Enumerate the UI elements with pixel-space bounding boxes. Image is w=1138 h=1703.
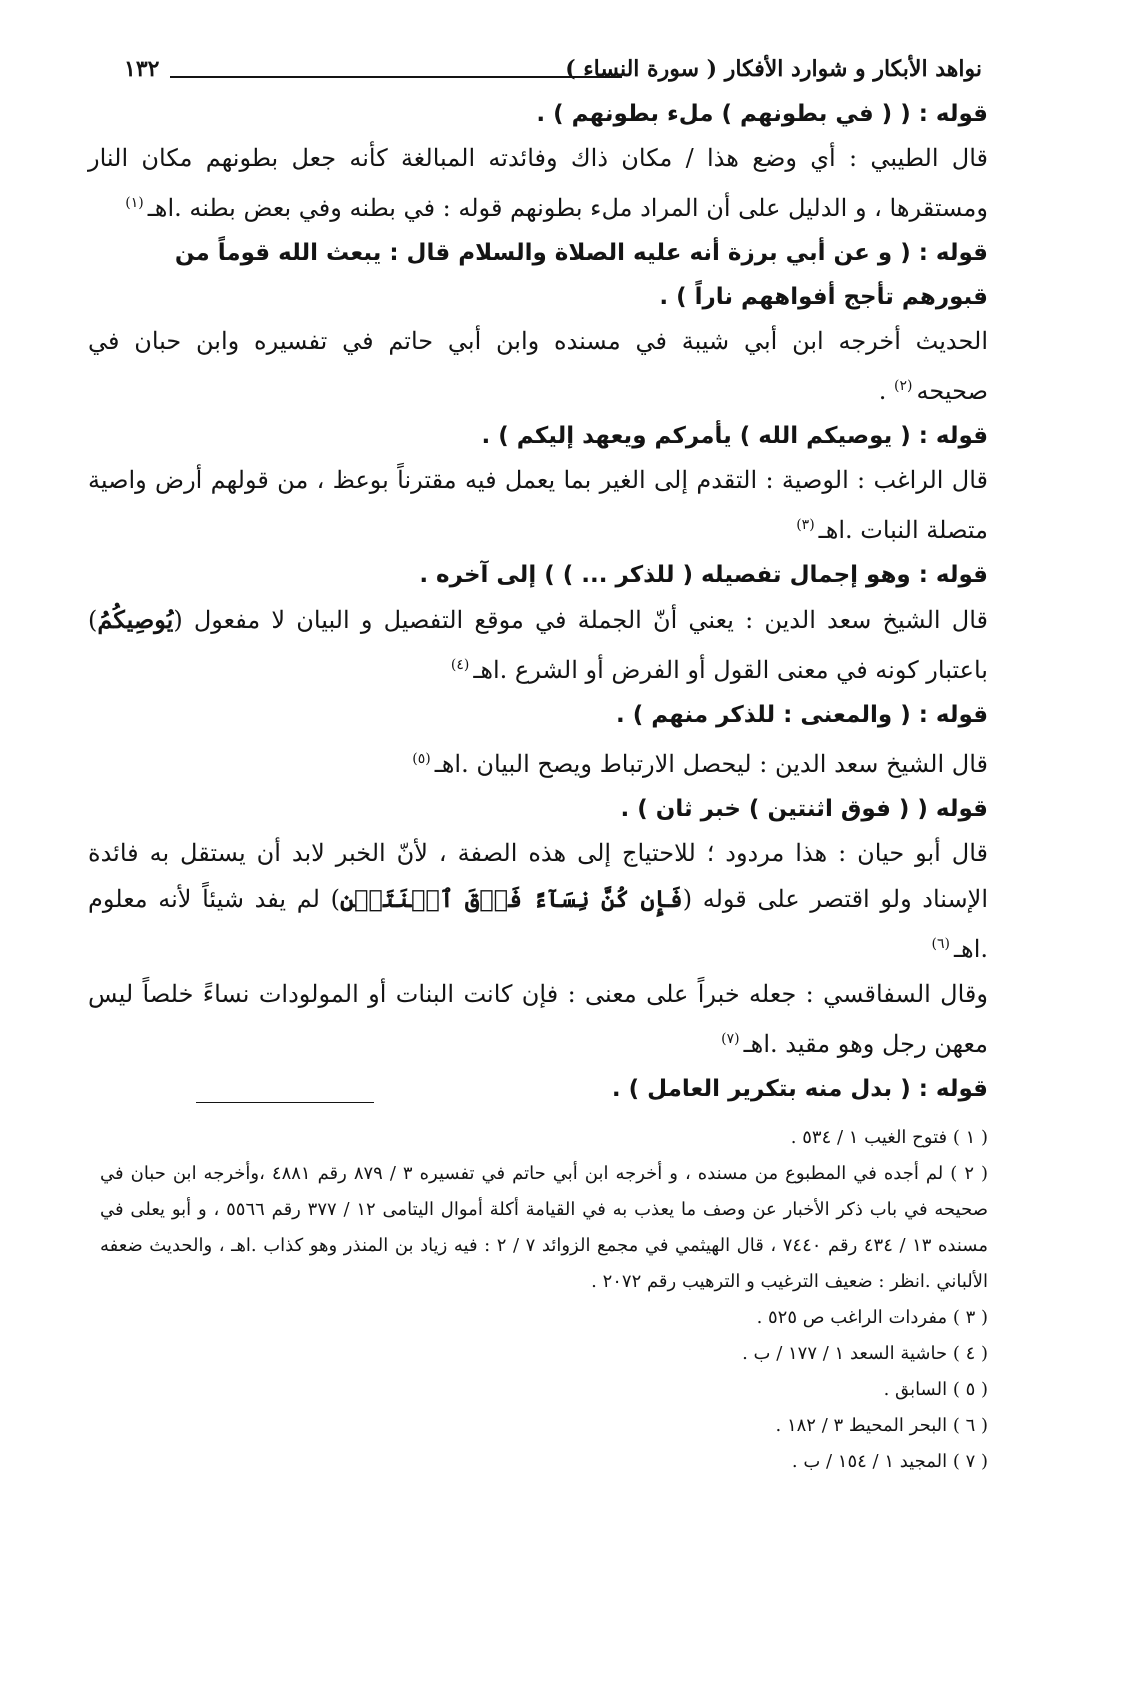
footnote-ref-2[interactable]: (٢) (894, 378, 913, 394)
footnote-ref-1[interactable]: (١) (125, 195, 144, 211)
paragraph-text: قال أبو حيان : هذا مردود ؛ للاحتياج إلى هذه الصفة ، لأنّ الخبر لابد أن يستقل به فائدة الإسناد ولو اقتصر على قوله ( (88, 839, 988, 913)
commentary-heading-1: قوله : ( ( في بطونهم ) ملء بطونهم ) . (536, 101, 988, 127)
footnote-separator (196, 1102, 374, 1103)
footnote-ref-4[interactable]: (٤) (450, 657, 470, 673)
commentary-paragraph-4 (88, 597, 988, 693)
commentary-heading-7: قوله : ( بدل منه بتكرير العامل ) . (611, 1076, 988, 1102)
paragraph-text: قال الشيخ سعد الدين : يعني أنّ الجملة في موقع التفصيل و البيان لا مفعول ( (173, 606, 988, 634)
commentary-paragraph-5 (88, 737, 988, 787)
footnote-item: ( ٦ ) البحر المحيط ٣ / ١٨٢ . (775, 1415, 988, 1436)
footnote-item: ( ٣ ) مفردات الراغب ص ٥٢٥ . (756, 1307, 988, 1328)
footnote-item: ( ٥ ) السابق . (883, 1379, 988, 1400)
commentary-paragraph-6 (88, 831, 988, 972)
header-rule (170, 76, 622, 78)
commentary-paragraph-1 (88, 136, 988, 231)
header-title: نواهد الأبكار و شوارد الأفكار ( سورة النساء ) (565, 56, 982, 82)
paragraph-text: ) لم يفد شيئاً لأنه معلوم .اهـ (88, 885, 988, 963)
paragraph-end-dot: . (878, 377, 895, 405)
footnote-item: ( ١ ) فتوح الغيب ١ / ٥٣٤ . (790, 1127, 988, 1148)
page-number: ١٣٢ (124, 56, 160, 82)
footnotes (100, 1120, 988, 1480)
commentary-heading-6: قوله ( ( فوق اثنتين ) خبر ثان ) . (620, 796, 988, 822)
commentary-paragraph-2 (88, 319, 988, 414)
quran-quote: فَإِن كُنَّ نِسَآءً فَوۡقَ ٱثۡنَتَيۡنِ (339, 884, 683, 913)
page-body (88, 52, 988, 1111)
footnote-ref-5[interactable]: (٥) (412, 751, 431, 767)
footnote-ref-7[interactable]: (٧) (721, 1031, 740, 1047)
paragraph-text: ) باعتبار كونه في معنى القول أو الفرض أو الشرع .اهـ (88, 606, 988, 684)
commentary-heading-5: قوله : ( والمعنى : للذكر منهم ) . (616, 702, 988, 728)
footnote-item: ( ٤ ) حاشية السعد ١ / ١٧٧ / ب . (742, 1343, 988, 1364)
commentary-heading-4: قوله : وهو إجمال تفصيله ( للذكر ... ) ) إلى آخره . (419, 562, 988, 588)
commentary-heading-2: قوله : ( و عن أبي برزة أنه عليه الصلاة والسلام قال : يبعث الله قوماً من قبورهم تأجج أفواههم ناراً ) . (174, 240, 988, 310)
paragraph-text: الحديث أخرجه ابن أبي شيبة في مسنده وابن أبي حاتم في تفسيره وابن حبان في صحيحه (88, 327, 988, 405)
running-header (88, 52, 988, 92)
paragraph-text: قال الطيبي : أي وضع هذا / مكان ذاك وفائدته المبالغة كأنه جعل بطونهم مكان النار ومستقرها ، و الدليل على أن المراد ملء بطونهم قوله : في بطنه وفي بعض بطنه .اهـ (88, 144, 988, 222)
paragraph-text: قال الراغب : الوصية : التقدم إلى الغير بما يعمل فيه مقترناً بوعظ ، من قولهم أرض واصية متصلة النبات .اهـ (88, 466, 989, 544)
paragraph-text: وقال السفاقسي : جعله خبراً على معنى : فإن كانت البنات أو المولودات نساءً خلصاً ليس معهن رجل وهو مقيد .اهـ (88, 980, 988, 1058)
commentary-paragraph-3 (88, 458, 988, 553)
commentary-heading-3: قوله : ( يوصيكم الله ) يأمركم ويعهد إليكم ) . (481, 423, 988, 449)
quran-quote: يُوصِيكُمُ (97, 605, 174, 634)
footnote-item: ( ٢ ) لم أجده في المطبوع من مسنده ، و أخرجه ابن أبي حاتم في تفسيره ٣ / ٨٧٩ رقم ٤٨٨١ ،وأخرجه ابن حبان في صحيحه في باب ذكر الأخبار عن وصف ما يعذب به في القيامة أكلة أموال اليتامى ١٢ / ٣٧٧ رقم ٥٥٦٦ ، و أبو يعلى في مسنده ١٣ / ٤٣٤ رقم ٧٤٤٠ ، قال الهيثمي في مجمع الزوائد ٧ / ٢ : فيه زياد بن المنذر وهو كذاب .اهـ ، والحديث ضعفه الألباني .انظر : ضعيف الترغيب و الترهيب رقم ٢٠٧٢ . (100, 1163, 988, 1292)
paragraph-text: قال الشيخ سعد الدين : ليحصل الارتباط ويصح البيان .اهـ (434, 750, 988, 778)
footnote-ref-6[interactable]: (٦) (931, 936, 951, 952)
footnote-ref-3[interactable]: (٣) (796, 517, 815, 533)
commentary-paragraph-7 (88, 972, 988, 1067)
footnote-item: ( ٧ ) المجيد ١ / ١٥٤ / ب . (791, 1451, 988, 1472)
